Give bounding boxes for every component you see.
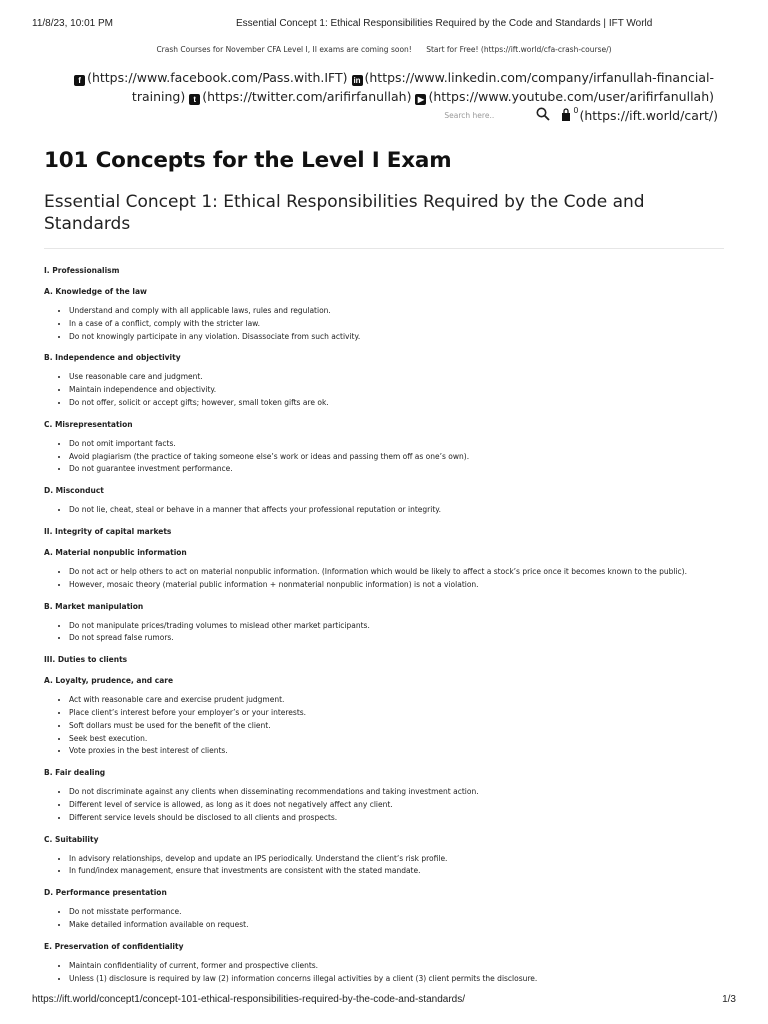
bullet-list bbox=[44, 906, 709, 932]
bullet-list bbox=[44, 566, 709, 592]
list-item: • In fund/index management, ensure that investments are consistent with the stated mandate. bbox=[69, 865, 709, 878]
bullet-list bbox=[44, 305, 709, 343]
list-item: • Do not omit important facts. bbox=[69, 438, 709, 451]
list-item: • Understand and comply with all applicable laws, rules and regulation. bbox=[69, 305, 709, 318]
cart-count: 0 bbox=[573, 105, 579, 115]
social-links bbox=[14, 68, 714, 106]
print-title: Essential Concept 1: Ethical Responsibilities Required by the Code and Standards | IFT World bbox=[236, 18, 653, 29]
list-item: • In advisory relationships, develop and update an IPS periodically. Understand the client’s risk profile. bbox=[69, 853, 709, 866]
facebook-link[interactable]: (https://www.facebook.com/Pass.with.IFT) bbox=[87, 70, 348, 85]
subsection-heading: A. Knowledge of the law bbox=[44, 287, 147, 296]
list-item: • Do not manipulate prices/trading volumes to mislead other market participants. bbox=[69, 620, 709, 633]
section-heading: III. Duties to clients bbox=[44, 655, 128, 665]
linkedin-link-cont[interactable]: training) bbox=[131, 89, 186, 104]
list-item: • In a case of a conflict, comply with the stricter law. bbox=[69, 318, 709, 331]
bullet-list bbox=[44, 438, 709, 476]
cart-url[interactable]: (https://ift.world/cart/) bbox=[579, 107, 718, 123]
subsection-heading: B. Fair dealing bbox=[44, 768, 106, 778]
cart-link[interactable] bbox=[560, 105, 718, 123]
subsection-heading: B. Market manipulation bbox=[44, 601, 144, 611]
subsection-heading: D. Performance presentation bbox=[44, 888, 167, 898]
youtube-icon[interactable]: ▶ bbox=[415, 94, 426, 105]
list-item: • Do not lie, cheat, steal or behave in a manner that affects your professional reputation or integrity. bbox=[69, 504, 709, 517]
page-number: 1/3 bbox=[722, 994, 736, 1005]
list-item: • Do not discriminate against any clients when disseminating recommendations and taking investment action. bbox=[69, 786, 709, 799]
subsection-heading: B. Independence and objectivity bbox=[44, 353, 181, 363]
list-item: • Soft dollars must be used for the benefit of the client. bbox=[69, 720, 709, 733]
list-item: • Do not offer, solicit or accept gifts; however, small token gifts are ok. bbox=[69, 397, 709, 410]
list-item: • Use reasonable care and judgment. bbox=[69, 371, 709, 384]
list-item: • Do not knowingly participate in any violation. Disassociate from such activity. bbox=[69, 331, 709, 344]
bullet-list bbox=[44, 960, 709, 986]
linkedin-icon[interactable]: in bbox=[353, 76, 361, 85]
list-item: • Avoid plagiarism (the practice of taking someone else’s work or ideas and passing them off as one’s own). bbox=[69, 451, 709, 464]
list-item: • Maintain confidentiality of current, former and prospective clients. bbox=[69, 960, 709, 973]
bullet-list bbox=[44, 853, 709, 879]
twitter-link[interactable]: (https://twitter.com/arifirfanullah) bbox=[202, 89, 412, 104]
promo-link[interactable]: Start for Free! (https://ift.world/cfa-crash-course/) bbox=[426, 45, 612, 54]
list-item: • Act with reasonable care and exercise prudent judgment. bbox=[69, 694, 709, 707]
list-item: • Make detailed information available on request. bbox=[69, 919, 709, 932]
twitter-icon[interactable]: t bbox=[189, 94, 200, 105]
list-item: • Do not act or help others to act on material nonpublic information. (Information which would be likely to affect a stock’s price once it becomes known to the public). bbox=[69, 566, 709, 579]
print-url: https://ift.world/concept1/concept-101-ethical-responsibilities-required-by-the-code-and-standards/ bbox=[32, 994, 465, 1005]
page-subtitle: Essential Concept 1: Ethical Responsibilities Required by the Code and Standards bbox=[44, 192, 645, 234]
list-item: • Do not spread false rumors. bbox=[69, 632, 709, 645]
cart-icon[interactable] bbox=[560, 108, 572, 122]
facebook-icon[interactable]: f bbox=[74, 75, 85, 86]
search-icon[interactable] bbox=[536, 107, 552, 123]
subsection-heading: A. Loyalty, prudence, and care bbox=[44, 676, 174, 686]
bullet-list bbox=[44, 371, 709, 409]
list-item: • Do not guarantee investment performance. bbox=[69, 463, 709, 476]
bullet-list bbox=[44, 620, 709, 646]
list-item: • Vote proxies in the best interest of clients. bbox=[69, 745, 709, 758]
print-date: 11/8/23, 10:01 PM bbox=[32, 18, 113, 29]
divider bbox=[44, 248, 724, 249]
promo-text: Crash Courses for November CFA Level I, II exams are coming soon! bbox=[156, 45, 412, 54]
bullet-list bbox=[44, 786, 709, 824]
subsection-heading: C. Misrepresentation bbox=[44, 419, 133, 429]
linkedin-link[interactable]: (https://www.linkedin.com/company/irfanullah-financial- bbox=[364, 70, 714, 85]
list-item: • Different level of service is allowed, as long as it does not negatively affect any client. bbox=[69, 799, 709, 812]
list-item: • Do not misstate performance. bbox=[69, 906, 709, 919]
section-heading: I. Professionalism bbox=[44, 266, 120, 275]
toolbar bbox=[444, 105, 718, 125]
list-item: • However, mosaic theory (material public information + nonmaterial nonpublic information) is not a violation. bbox=[69, 579, 709, 592]
subsection-heading: E. Preservation of confidentiality bbox=[44, 941, 184, 951]
list-item: • Unless (1) disclosure is required by law (2) information concerns illegal activities by a client (3) client permits the disclosure. bbox=[69, 973, 709, 986]
bullet-list bbox=[44, 504, 709, 517]
subsection-heading: C. Suitability bbox=[44, 834, 99, 844]
subsection-heading: D. Misconduct bbox=[44, 486, 104, 496]
bullet-list bbox=[44, 694, 709, 758]
list-item: • Different service levels should be disclosed to all clients and prospects. bbox=[69, 812, 709, 825]
page-title: 101 Concepts for the Level I Exam bbox=[44, 148, 452, 173]
section-heading: II. Integrity of capital markets bbox=[44, 526, 172, 536]
youtube-link[interactable]: (https://www.youtube.com/user/arifirfanullah) bbox=[428, 89, 714, 104]
search-input[interactable] bbox=[444, 111, 536, 120]
promo-bar bbox=[0, 45, 768, 54]
subsection-heading: A. Material nonpublic information bbox=[44, 547, 187, 557]
list-item: • Place client’s interest before your employer’s or your interests. bbox=[69, 707, 709, 720]
list-item: • Maintain independence and objectivity. bbox=[69, 384, 709, 397]
print-header bbox=[32, 18, 736, 32]
list-item: • Seek best execution. bbox=[69, 733, 709, 746]
article-content bbox=[44, 266, 709, 995]
